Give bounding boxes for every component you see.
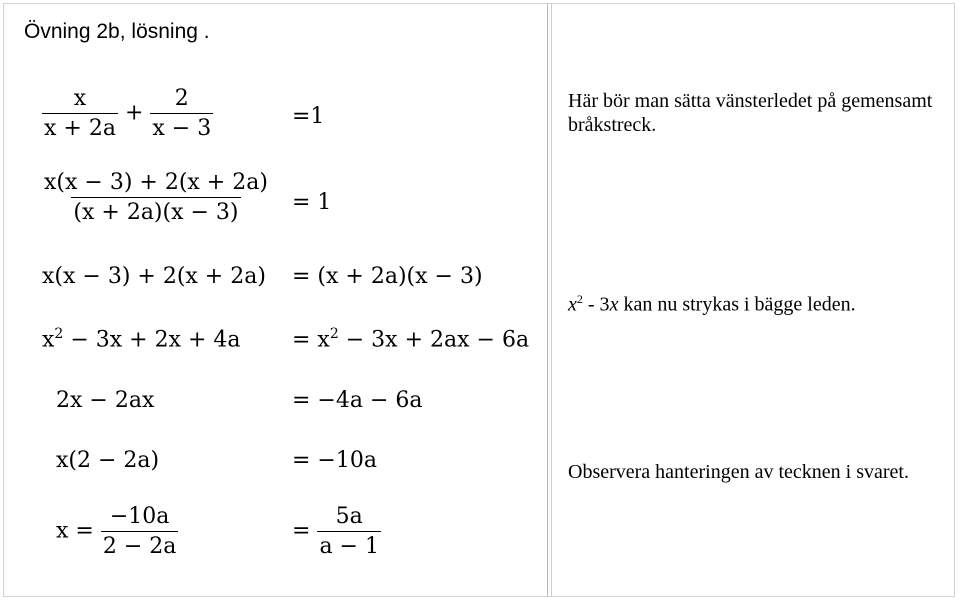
step1-lhs: $\frac{x}{x + 2a}$ + $\frac{2}{x - 3}$ bbox=[44, 86, 212, 141]
note-common-denominator: Här bör man sätta vänsterledet på gemensamt bråkstreck. bbox=[568, 90, 933, 136]
column-divider bbox=[547, 3, 548, 597]
step2-rhs: = 1 bbox=[292, 190, 332, 215]
step1-fraction-a: $\frac{x}{x + 2a}$ bbox=[44, 86, 116, 141]
note-sign-handling: Observera hanteringen av tecknen i svaret. bbox=[568, 461, 909, 483]
exercise-title: Övning 2b, lösning . bbox=[24, 20, 210, 43]
step7-rhs: = $\frac{5a}{a - 1}$ bbox=[292, 504, 379, 559]
step3-rhs: = (x + 2a)(x − 3) bbox=[292, 264, 483, 289]
step6-lhs: x(2 − 2a) bbox=[56, 448, 160, 473]
step7-lhs: x = $\frac{-10a}{2 - 2a}$ bbox=[56, 504, 177, 559]
step1-fraction-b: $\frac{2}{x - 3}$ bbox=[152, 86, 212, 141]
step6-rhs: = −10a bbox=[292, 448, 377, 473]
note-cancel-terms: $x^2 - 3x$ kan nu strykas i bägge leden. bbox=[568, 292, 856, 316]
column-divider-inner bbox=[551, 3, 552, 597]
step4-rhs: = $x^2 - 3x + 2ax - 6a$ bbox=[292, 326, 530, 353]
step2-lhs: $\frac{x(x - 3) + 2(x + 2a)}{(x + 2a)(x - 3)}$ bbox=[44, 170, 268, 225]
step5-rhs: = −4a − 6a bbox=[292, 388, 423, 413]
step4-lhs: $x^2 - 3x + 2x + 4a$ bbox=[42, 326, 241, 353]
step5-lhs: 2x − 2ax bbox=[56, 388, 155, 413]
step1-rhs: =1 bbox=[292, 104, 325, 129]
step3-lhs: x(x − 3) + 2(x + 2a) bbox=[42, 264, 266, 289]
